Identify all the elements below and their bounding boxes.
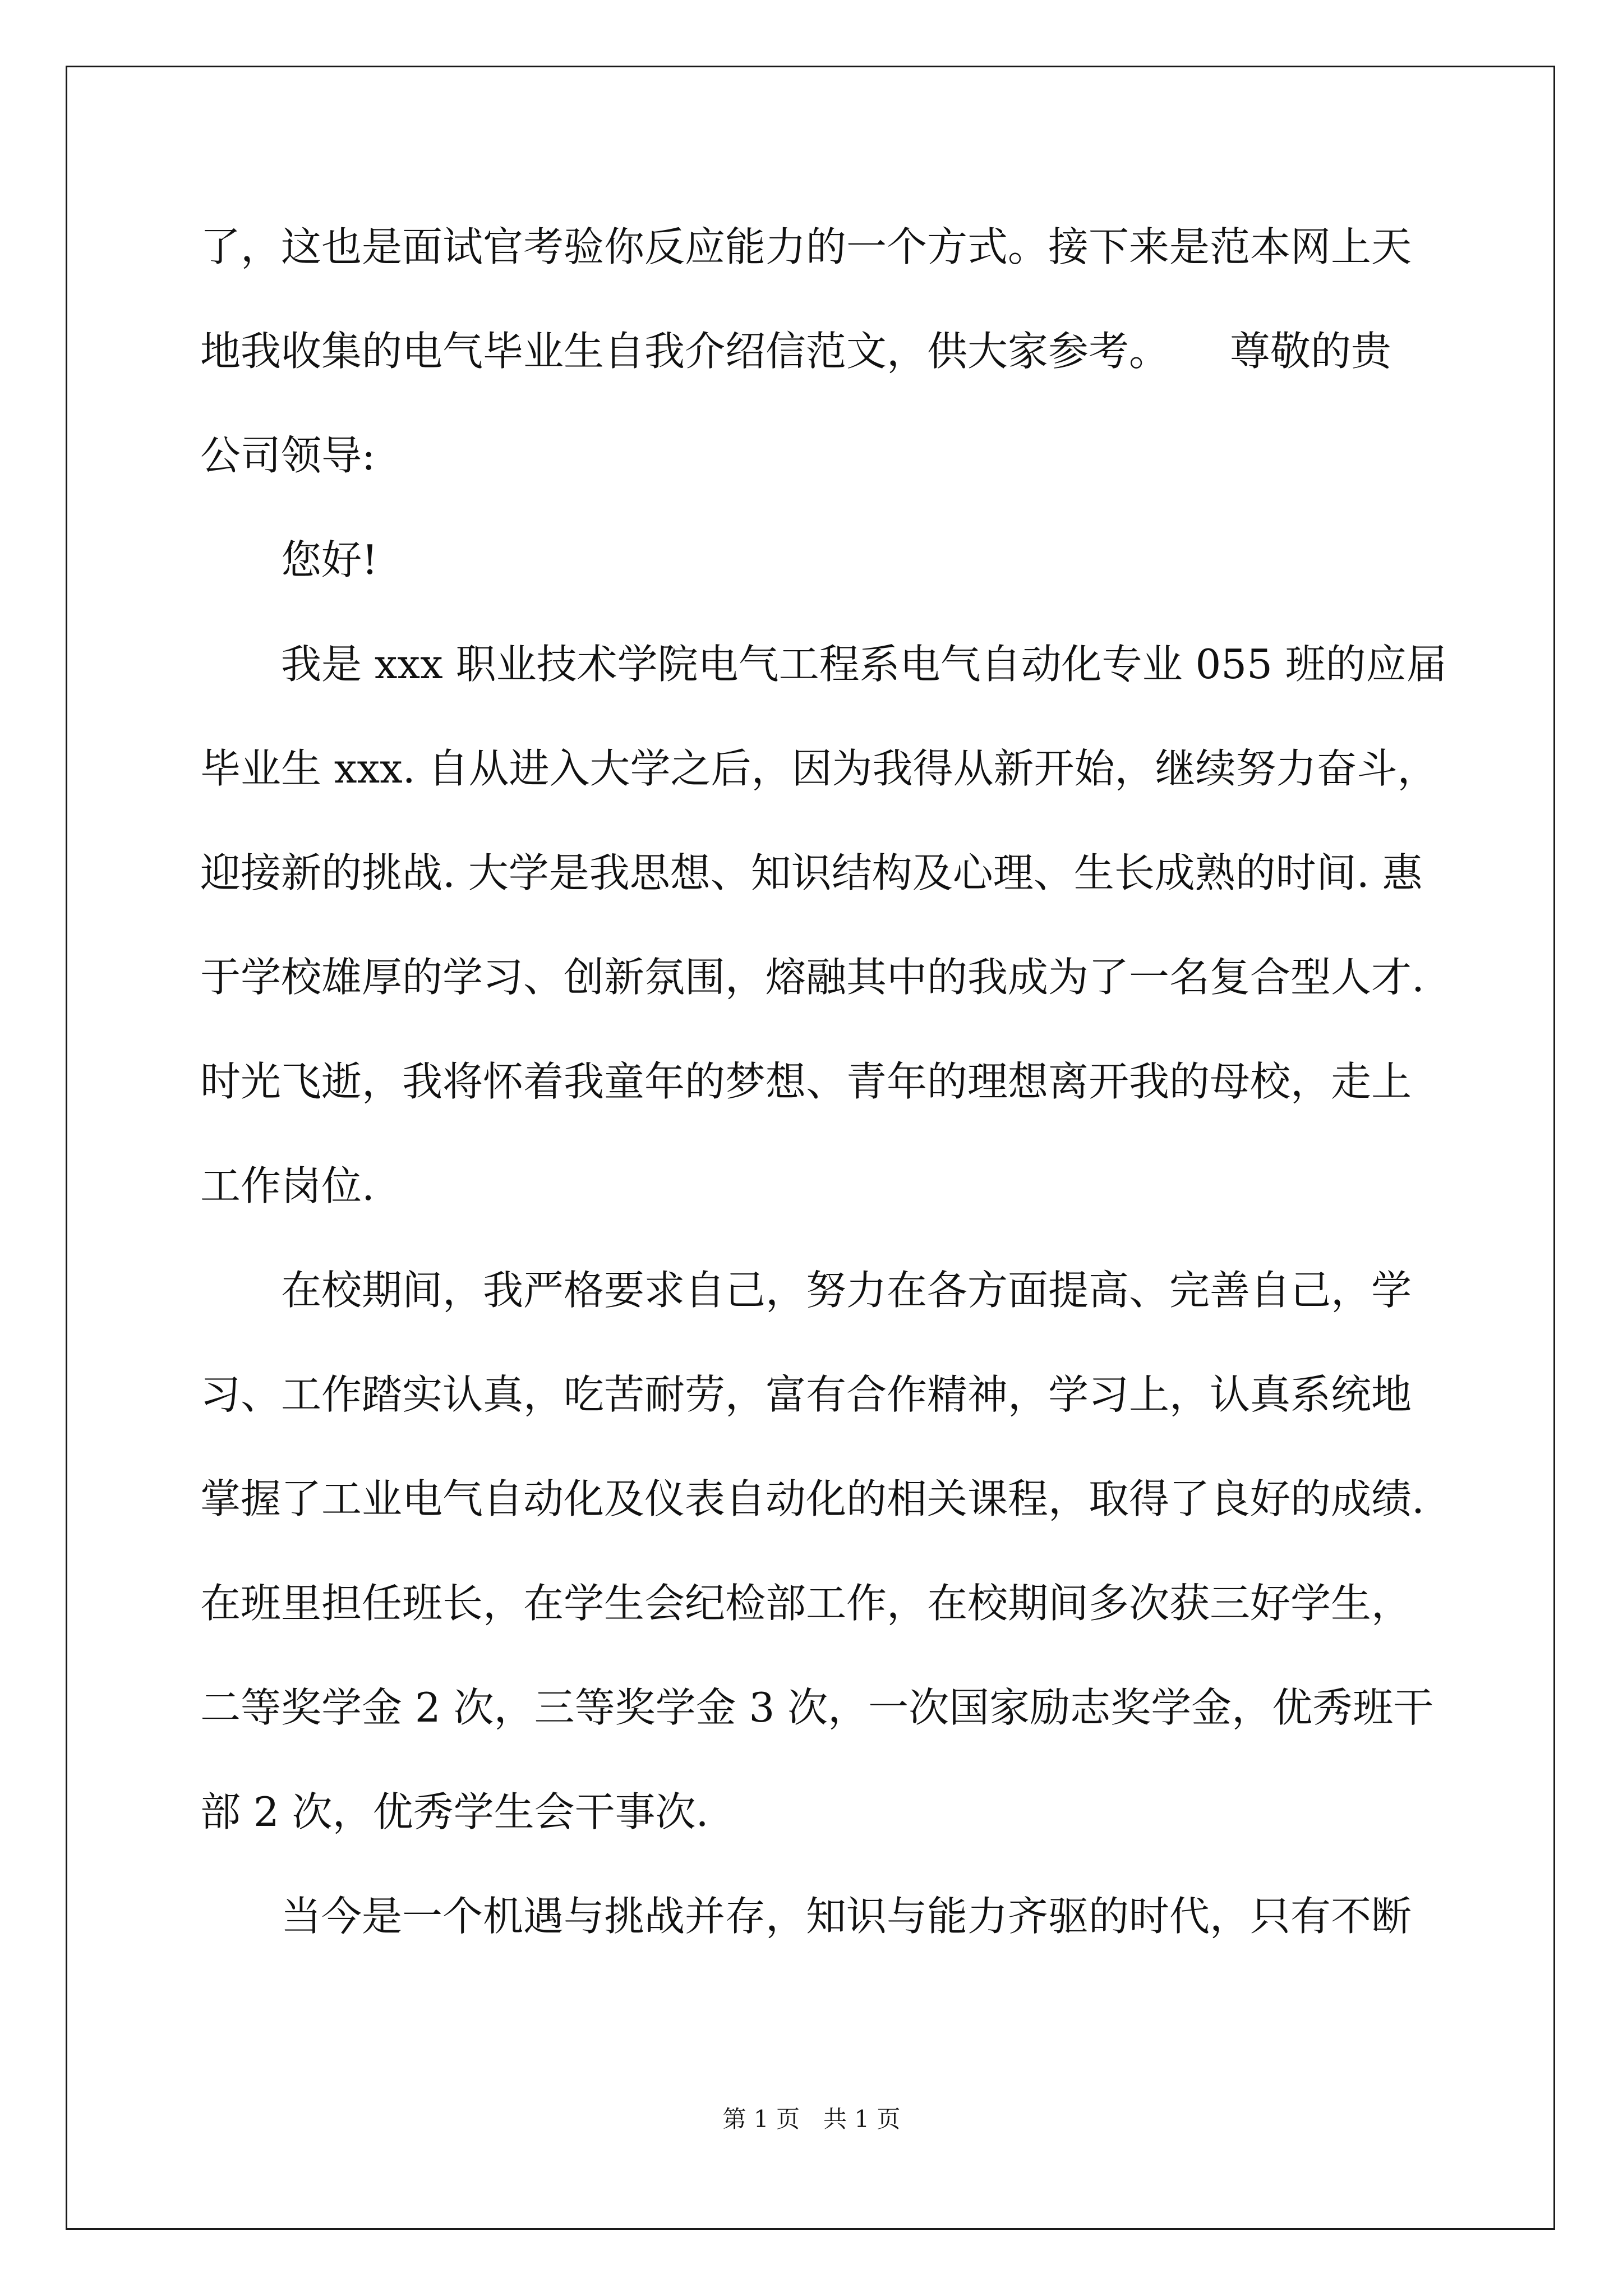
text-line: 当今是一个机遇与挑战并存，知识与能力齐驱的时代，只有不断 — [200, 1893, 1412, 1940]
text-line: 我是 xxx 职业技术学院电气工程系电气自动化专业 055 班的应届 — [200, 641, 1447, 688]
text-line: 在班里担任班长，在学生会纪检部工作，在校期间多次获三好学生， — [200, 1580, 1412, 1627]
text-line: 毕业生 xxx. 自从进入大学之后，因为我得从新开始，继续努力奋斗， — [200, 745, 1438, 792]
text-line: 公司领导: — [200, 432, 376, 479]
text-line: 地我收集的电气毕业生自我介绍信范文，供大家参考。 尊敬的贵 — [200, 328, 1392, 375]
text-line: 在校期间，我严格要求自己，努力在各方面提高、完善自己，学 — [200, 1267, 1412, 1314]
text-line: 于学校雄厚的学习、创新氛围，熔融其中的我成为了一名复合型人才. — [200, 954, 1424, 1001]
text-line: 工作岗位. — [200, 1162, 375, 1209]
text-line: 了，这也是面试官考验你反应能力的一个方式。接下来是范本网上天 — [200, 223, 1412, 270]
text-line: 掌握了工业电气自动化及仪表自动化的相关课程，取得了良好的成绩. — [200, 1475, 1424, 1522]
page-number: 第 1 页 共 1 页 — [722, 2105, 901, 2133]
text-line: 二等奖学金 2 次，三等奖学金 3 次，一次国家励志奖学金，优秀班干 — [200, 1684, 1434, 1731]
text-line: 部 2 次，优秀学生会干事次. — [200, 1788, 709, 1835]
text-line: 您好! — [200, 536, 378, 583]
text-line: 习、工作踏实认真，吃苦耐劳，富有合作精神，学习上，认真系统地 — [200, 1371, 1412, 1418]
text-line: 时光飞逝，我将怀着我童年的梦想、青年的理想离开我的母校，走上 — [200, 1058, 1412, 1105]
text-line: 迎接新的挑战. 大学是我思想、知识结构及心理、生长成熟的时间. 惠 — [200, 849, 1423, 896]
